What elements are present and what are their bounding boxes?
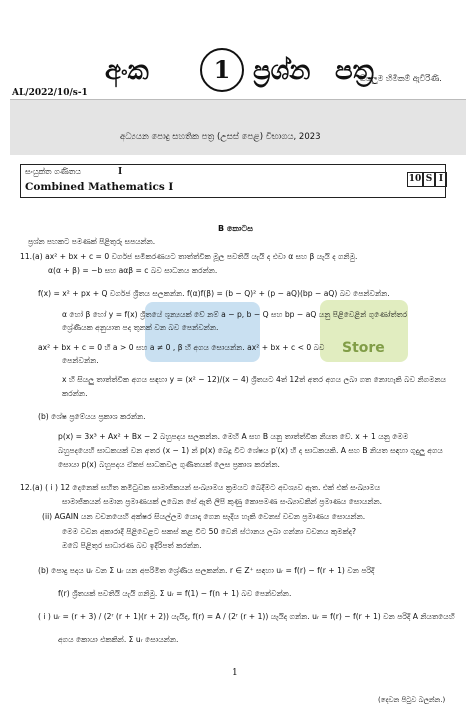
q11a-sub: α(α + β) = −b සහ aαβ = c බව සාධනය කරන්න.	[48, 266, 218, 275]
heading-word-patra: පත්‍ර	[335, 56, 374, 86]
code-box-1: 10	[407, 172, 423, 187]
q12a-i-line2: සාමාජිකයන් සමාන ප්‍රමාණයක් ලබෙන සේ ඇති ලිපි කුණු කොපමණ සංඛ්‍යාවකින් ප්‍රමාණය සොයන්න.	[62, 497, 383, 506]
exam-banner	[10, 99, 466, 155]
paper-code: AL/2022/10/s-1	[12, 88, 88, 98]
code-box-2: S	[423, 172, 435, 187]
paper-heading	[105, 38, 374, 94]
q11a-i-line2: α හෝ β හෝ y = f(x) ශ්‍රිතයේ ශූන්‍යයක් වේ නම් a − p, b − Q සහ bp − aQ යනු පිළිවෙළින් ගුණෝත්තර	[62, 310, 408, 319]
q11a-ii-line3: x හි සියලු තාත්ත්වික අගය සඳහා y = (x² − 12)/(x − 4) ශ්‍රිතයට 4ත් 12ත් අතර අගය ලබා ගත නොහැකි බව නිගමනය	[62, 375, 447, 384]
q12a-ii-line2: මෙම වචන අකාරාදි පිළිවෙළට සකස් කළ විට 50 වෙනි ස්ථානය ලබා ගන්නා වචනය කුමක්ද?	[62, 527, 357, 536]
q11a-ii-line4: කරන්න.	[62, 389, 88, 398]
q11b-line3: සොයා p(x) බහුපදය ඒකජ සාධකවල ගුණිතයක් ලෙස ප්‍රකාශ කරන්න.	[58, 460, 280, 469]
copyright-tag: සියලුම හිමිකම් ඇවිරිණි.	[360, 74, 442, 83]
q12b-line1: (b) පොදු පදය uᵣ වන Σ uᵣ යන අපරිමිත ශ්‍රේණිය සලකන්න. r ∈ Z⁺ සඳහා uᵣ = f(r) − f(r + 1) වන පරිදි	[38, 566, 375, 575]
q12b-line5: අගය කොයා එකකින්. Σ uᵣ සොයන්න.	[58, 635, 179, 644]
q11a-i: f(x) = x² + px + Q වර්ගජ ශ්‍රිතය සලකන්න. f(α)f(β) = (b − Q)² + (p − aQ)(bp − aQ) බව පෙන්වන්න.	[38, 289, 390, 298]
subject-part-sinhala: I	[118, 167, 123, 177]
section-instruction: ප්‍රශ්න පහකට පමණක් පිළිතුරු සපයන්න.	[28, 237, 156, 246]
q12b-line2: f(r) ශ්‍රිතයක් පවතියි යැයි ගනිමු. Σ uᵣ = f(1) − f(n + 1) බව පෙන්වන්න.	[58, 589, 292, 598]
paper-number-circle: 1	[200, 48, 244, 92]
subject-name-english: Combined Mathematics I	[25, 181, 174, 193]
heading-word-anka: අංක	[105, 56, 149, 86]
section-title: B කොටස	[218, 224, 253, 233]
q11b-head: (b) ශේෂ ප්‍රමේයය ප්‍රකාශ කරන්න.	[38, 412, 146, 421]
subject-name-sinhala: සංයුක්ත ගණිතය	[25, 167, 82, 176]
q12b-line3: ( i ) uᵣ = (r + 3) / (2ʳ (r + 1)(r + 2)) යැයිද, f(r) = A / (2ʳ (r + 1)) යැයිද ගන්න. uᵣ = f(r) − f(r + 1) වන පරිදි A නියතයෙහි	[38, 612, 455, 621]
q11b-line1: p(x) = 3x³ + Ax² + Bx − 2 බහුපදය සලකන්න. මෙහි A සහ B යනු තාත්ත්වික නියත වේ. x + 1 යනු මෙම	[58, 432, 409, 441]
exam-title: අධ්‍යයන පොදු සහතික පත්‍ර (උසස් පෙළ) විභාගය, 2023	[120, 132, 321, 142]
watermark-brand: Store	[342, 340, 385, 356]
q11a-head: 11.(a) ax² + bx + c = 0 වර්ගජ සමීකරණයට තාත්ත්වික මූල පවතියි යැයි ද එවා α සහ β යැයි ද ගනිමු.	[20, 252, 358, 261]
heading-word-prashna: ප්‍රශ්න	[253, 56, 311, 86]
q11b-line2: බහුපදයෙහි සාධකයක් වන අතර (x − 1) න් p(x) බෙදූ විට ශේෂය p′(x) හි ද සාධකයකි. A සහ B නියත සඳහා ගුදුලු අගය	[58, 446, 443, 455]
q12a-ii-line3: ඔබේ පිළිතුර සාධාරණ බව ඉදිරිපත් කරන්න.	[62, 541, 202, 550]
q11a-ii-line2: පෙන්වන්න.	[62, 356, 99, 365]
code-box-3: I	[435, 172, 447, 187]
q11a-i-line3: ශ්‍රේණියක අනුයාත පද තුනක් වන බව පෙන්වන්න.	[62, 323, 219, 332]
page-number: 1	[232, 668, 238, 678]
q11a-ii: ax² + bx + c = 0 හි a > 0 සහ a ≠ 0 , β හි අගය සොයන්න. ax² + bx + c < 0 බව	[38, 343, 325, 352]
q12a-i: 12.(a) ( i ) 12 දෙනෙක් සහිත කමිටුවක සාමාජිකයන් සංඛ්‍යාමය ක්‍රමයට බෙදීමට අවශ්‍යව ඇත. එක් එක් සංඛ්‍යාමය	[20, 483, 381, 492]
continue-note: (දෙවන පිටුව බලන්න.)	[378, 696, 446, 704]
q12a-ii: (ii) AGAIN යන වචනයෙහි අක්ෂර සියල්ලම යොදා ගෙන සෑදිය හැකි වෙනස් වචන ප්‍රමාණය සොයන්න.	[42, 512, 366, 521]
